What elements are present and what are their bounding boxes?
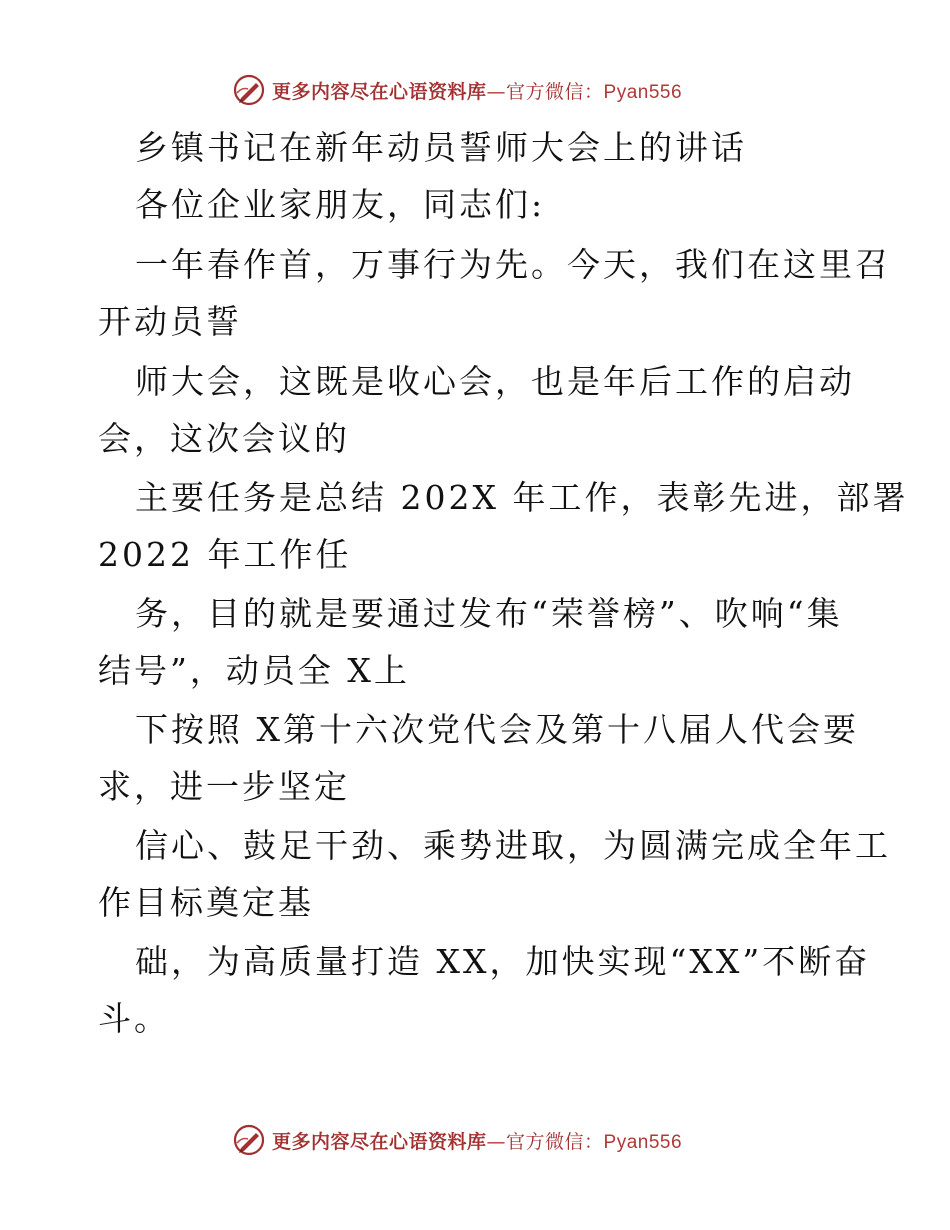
paragraph-line: 作目标奠定基 (98, 883, 314, 922)
footer-banner (232, 1122, 682, 1158)
paragraph-line: 结号”，动员全 X上 (98, 651, 410, 690)
header-banner-part1: 更多内容尽在心语资料库 (272, 80, 487, 103)
paragraph-line: 求，进一步坚定 (98, 767, 350, 806)
paragraph-line: 2022 年工作任 (98, 535, 352, 574)
paragraph-line: 会，这次会议的 (98, 419, 350, 458)
footer-banner-part1: 更多内容尽在心语资料库 (272, 1130, 487, 1153)
footer-banner-handle: Pyan556 (603, 1131, 683, 1153)
paragraph-line: 务，目的就是要通过发布“荣誉榜”、吹响“集 (135, 594, 843, 633)
footer-banner-part2: 官方微信： (506, 1130, 604, 1153)
paragraph-line: 下按照 X第十六次党代会及第十八届人代会要 (135, 710, 859, 749)
header-banner-handle: Pyan556 (603, 81, 683, 103)
paragraph-line: 主要任务是总结 202X 年工作，表彰先进，部署 (135, 478, 909, 517)
paragraph-line: 础，为高质量打造 XX，加快实现“XX”不断奋 (135, 942, 871, 981)
paragraph-line: 开动员誓 (98, 302, 242, 341)
paragraph-line: 一年春作首，万事行为先。今天，我们在这里召 (135, 245, 891, 284)
header-banner-dash: — (486, 80, 507, 103)
paragraph-line: 信心、鼓足干劲、乘势进取，为圆满完成全年工 (135, 826, 891, 865)
document-title: 乡镇书记在新年动员誓师大会上的讲话 (135, 128, 747, 167)
paragraph-line: 师大会，这既是收心会，也是年后工作的启动 (135, 362, 855, 401)
footer-banner-text (272, 1127, 682, 1154)
header-banner-part2: 官方微信： (506, 80, 604, 103)
document-salutation: 各位企业家朋友，同志们: (135, 185, 546, 224)
paragraph-line: 斗。 (98, 999, 170, 1038)
pen-logo-icon (232, 1123, 266, 1157)
footer-banner-dash: — (486, 1130, 507, 1153)
